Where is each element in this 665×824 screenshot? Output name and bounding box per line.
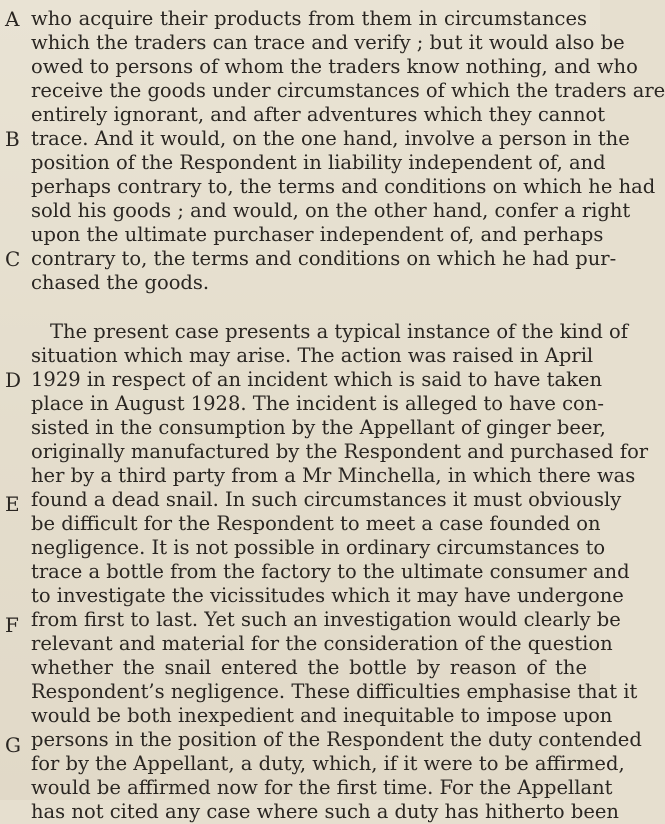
text-line: trace. And it would, on the one hand, involve a person in the xyxy=(31,127,630,150)
text-line: chased the goods. xyxy=(31,271,210,294)
text-line: position of the Respondent in liability independent of, and xyxy=(31,151,606,174)
text-line: contrary to, the terms and conditions on which he had pur- xyxy=(31,247,617,270)
text-line: Respondent’s negligence. These difficulties emphasise that it xyxy=(31,680,638,703)
text-line: to investigate the vicissitudes which it may have undergone xyxy=(31,584,624,607)
margin-letter-e: E xyxy=(5,492,20,516)
text-line: her by a third party from a Mr Minchella, in which there was xyxy=(31,464,636,487)
text-line: persons in the position of the Respondent the duty contended xyxy=(31,728,642,751)
text-line: be difficult for the Respondent to meet a case founded on xyxy=(31,512,601,535)
text-line: entirely ignorant, and after adventures which they cannot xyxy=(31,103,606,126)
text-line: perhaps contrary to, the terms and conditions on which he had xyxy=(31,175,656,198)
margin-letter-d: D xyxy=(5,368,22,392)
text-line: for by the Appellant, a duty, which, if it were to be affirmed, xyxy=(31,752,625,775)
text-line: trace a bottle from the factory to the ultimate consumer and xyxy=(31,560,630,583)
text-line: who acquire their products from them in circumstances xyxy=(31,7,587,30)
margin-letter-f: F xyxy=(5,613,19,637)
text-line: would be affirmed now for the first time. For the Appellant xyxy=(31,776,613,799)
margin-letter-g: G xyxy=(5,733,21,757)
text-line: originally manufactured by the Respondent and purchased for xyxy=(31,440,649,463)
text-line: owed to persons of whom the traders know nothing, and who xyxy=(31,55,638,78)
text-line: situation which may arise. The action was raised in April xyxy=(31,344,594,367)
margin-letter-a: A xyxy=(5,7,20,31)
text-line: found a dead snail. In such circumstances it must obviously xyxy=(31,488,622,511)
margin-letter-c: C xyxy=(5,247,21,271)
text-line: whether the snail entered the bottle by reason of the xyxy=(31,656,587,679)
text-line: The present case presents a typical instance of the kind of xyxy=(50,320,628,343)
text-line: relevant and material for the consideration of the question xyxy=(31,632,613,655)
text-line: place in August 1928. The incident is alleged to have con- xyxy=(31,392,604,415)
margin-letter-b: B xyxy=(5,127,20,151)
text-line: from first to last. Yet such an investigation would clearly be xyxy=(31,608,621,631)
text-line: receive the goods under circumstances of which the traders are xyxy=(31,79,665,102)
text-line: sisted in the consumption by the Appellant of ginger beer, xyxy=(31,416,606,439)
text-line: negligence. It is not possible in ordinary circumstances to xyxy=(31,536,606,559)
text-line: would be both inexpedient and inequitable to impose upon xyxy=(31,704,613,727)
text-line: 1929 in respect of an incident which is said to have taken xyxy=(31,368,603,391)
text-line: has not cited any case where such a duty has hitherto been xyxy=(31,800,619,823)
text-line: sold his goods ; and would, on the other hand, confer a right xyxy=(31,199,631,222)
text-line: which the traders can trace and verify ; but it would also be xyxy=(31,31,625,54)
text-line: upon the ultimate purchaser independent of, and perhaps xyxy=(31,223,604,246)
